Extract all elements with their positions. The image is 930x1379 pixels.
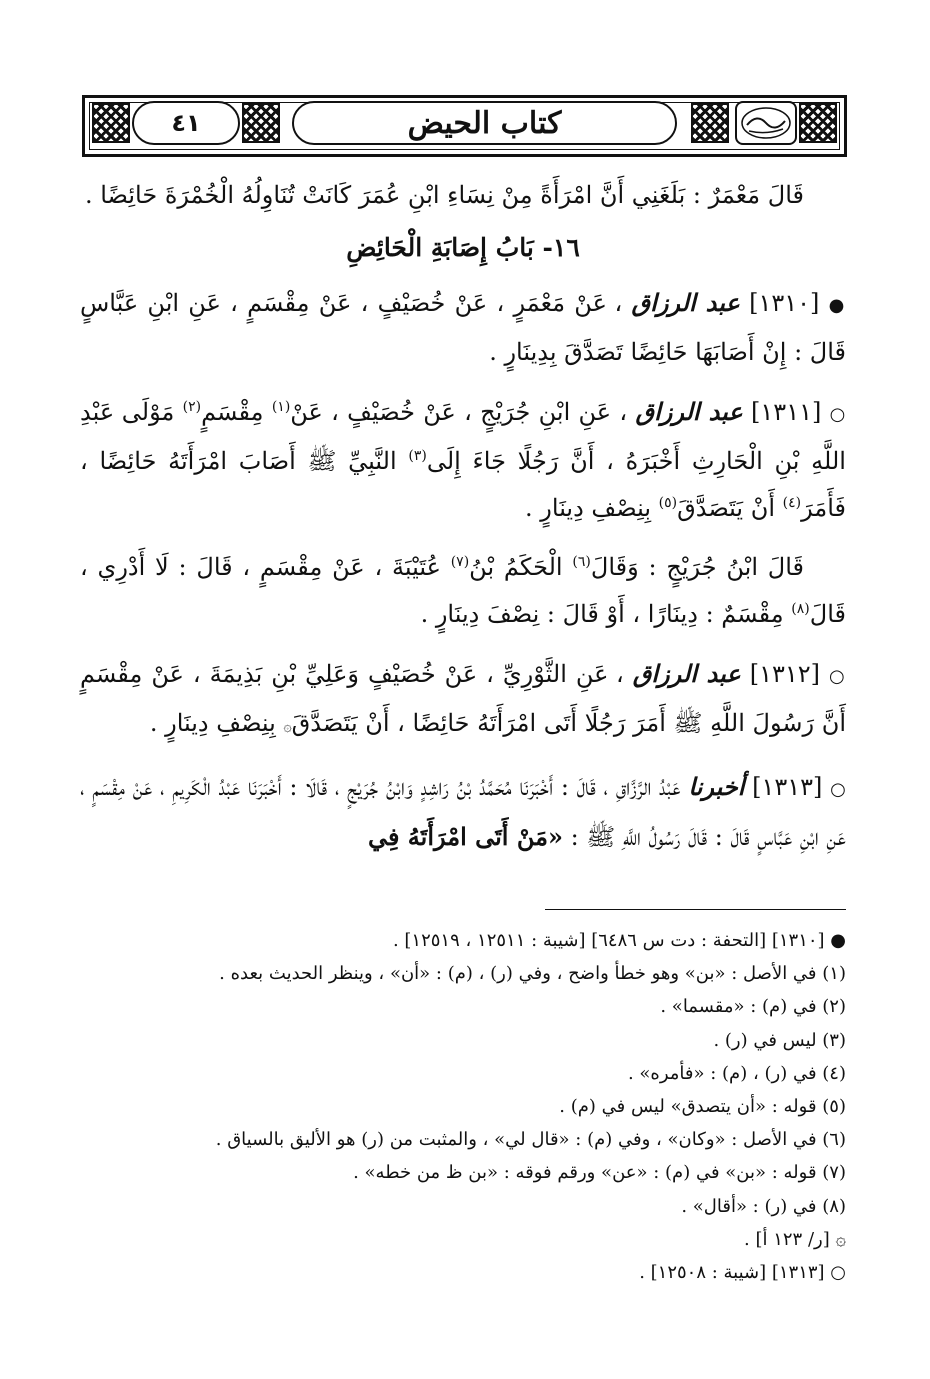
hadith-1312	[80, 650, 846, 751]
prophetic-saying: «مَنْ أَتَى امْرَأَتَهُ فِي	[367, 822, 563, 851]
hadith-text: ، عَنْ مَعْمَرٍ ، عَنْ خُصَيْفٍ ، عَنْ مِقْسَمٍ ، عَنِ ابْنِ عَبَّاسٍ قَالَ : إِنْ أَصَابَهَا حَائِضًا تَصَدَّقَ بِدِينَارٍ .	[80, 289, 846, 366]
hadith-1313	[80, 763, 846, 861]
page-number: ٤١	[132, 101, 240, 145]
footnote-1: (١) في الأصل : «بن» وهو خطأ واضح ، وفي (ر) ، (م) : «أن» ، وينظر الحديث بعده .	[219, 963, 846, 985]
page-header	[82, 95, 847, 157]
hadith-1311-continuation	[80, 544, 846, 638]
ornament-left-inner	[242, 103, 280, 143]
main-text	[80, 172, 846, 861]
entry-marker: ●	[828, 295, 846, 316]
hadith-number: [١٣١١]	[751, 398, 822, 426]
footnote-8: (٨) في (ر) : «أقال» .	[681, 1195, 846, 1217]
footnote-ref-8[interactable]: (٨)	[791, 601, 810, 617]
entry-marker: ○	[829, 404, 847, 425]
source-name: عبد الرزاق	[631, 288, 740, 317]
footnote-ref-6[interactable]: (٦)	[572, 554, 591, 570]
hadith-number: [١٣١٢]	[749, 660, 820, 688]
ornament-left-outer	[92, 103, 130, 143]
footnote-ref-4[interactable]: (٤)	[782, 495, 802, 511]
hadith-1311	[80, 388, 846, 532]
footnote-divider	[545, 909, 846, 910]
hadith-1310	[80, 279, 846, 376]
entry-marker: ○	[830, 779, 846, 800]
hadith-text: قَالَ ابْنُ جُرَيْجٍ : وَقَالَ	[590, 553, 804, 581]
hadith-text: مِقْسَمٍ	[201, 398, 264, 426]
footnote-7: (٧) قوله : «بن» في (م) : «عن» ورقم فوقه : «بن ظ من خطه» .	[353, 1162, 846, 1184]
chapter-heading: ١٦- بَابُ إِصَابَةِ الْحَائِضِ	[346, 233, 580, 262]
footnote-ref-3[interactable]: (٣)	[408, 448, 427, 464]
source-name: عبد الرزاق	[635, 397, 743, 426]
source-name: عبد الرزاق	[632, 659, 741, 688]
footnotes	[80, 924, 846, 1289]
intro-paragraph: قَالَ مَعْمَرٌ : بَلَغَنِي أَنَّ امْرَأَةً مِنْ نِسَاءِ ابْنِ عُمَرَ كَانَتْ تُنَاوِلُهُ الْخُمْرَةَ حَائِضًا .	[84, 181, 804, 209]
folio-star-icon: ۞	[283, 719, 292, 735]
publisher-logo-icon	[735, 101, 797, 145]
entry-marker: ○	[828, 666, 846, 687]
hadith-text: عَبْدُ الرَّزَّاقِ ، قَالَ : أَخْبَرَنَا مُحَمَّدُ بْنُ رَاشِدٍ وَابْنُ جُرَيْجٍ ، قَالَا : أَخْبَرَنَا عَبْدُ الْكَرِيمِ ، عَنْ مِقْسَمٍ ، عَنِ ابْنِ عَبَّاسٍ قَالَ : قَالَ رَسُولُ اللَّهِ ﷺ :	[80, 773, 846, 851]
book-title: كتاب الحيض	[292, 101, 677, 145]
footnote-source-1313: ○ [١٣١٣] [شيبة : ١٢٥٠٨] .	[639, 1262, 846, 1284]
footnote-2: (٢) في (م) : «مقسما» .	[660, 996, 846, 1018]
hadith-text: عُتَيْبَةَ ، عَنْ مِقْسَمٍ ، قَالَ : لَا أَدْرِي ، قَالَ	[80, 553, 846, 628]
hadith-text: النَّبِيِّ ﷺ أَصَابَ امْرَأَتَهُ حَائِضًا ، فَأَمَرَ	[80, 447, 846, 522]
hadith-number: [١٣١٠]	[749, 289, 820, 317]
hadith-number: [١٣١٣]	[752, 773, 823, 801]
footnote-folio: ۞ [ر/ ١٢٣ أ] .	[744, 1228, 846, 1250]
hadith-text: مِقْسَمٌ : دِينَارًا ، أَوْ قَالَ : نِصْفَ دِينَارٍ .	[420, 600, 784, 628]
footnote-6: (٦) في الأصل : «وكان» ، وفي (م) : «قال لي» ، والمثبت من (ر) هو الأليق بالسياق .	[215, 1129, 846, 1151]
footnote-3: (٣) ليس في (ر) .	[713, 1029, 846, 1051]
hadith-text: بِنِصْفِ دِينَارٍ .	[149, 709, 276, 737]
source-name: أخبرنا	[688, 772, 745, 801]
footnote-5: (٥) قوله : «أن يتصدق» ليس في (م) .	[559, 1096, 846, 1118]
hadith-text: ، عَنِ الثَّوْرِيِّ ، عَنْ خُصَيْفٍ وَعَلِيِّ بْنِ بَذِيمَةَ ، عَنْ مِقْسَمٍ أَنَّ رَسُولَ اللَّهِ ﷺ أَمَرَ رَجُلًا أَتَى امْرَأَتَهُ حَائِضًا ، أَنْ يَتَصَدَّقَ	[80, 660, 846, 737]
footnote-ref-7[interactable]: (٧)	[450, 554, 470, 570]
footnote-4: (٤) في (ر) ، (م) : «فأمره» .	[627, 1062, 846, 1084]
footnote-ref-2[interactable]: (٢)	[182, 399, 202, 415]
footnote-source-1310: ● [١٣١٠] [التحفة : دت س ٦٤٨٦] [شيبة : ١٢٥١١ ، ١٢٥١٩] .	[392, 930, 846, 951]
hadith-text: الْحَكَمُ بْنُ	[469, 553, 563, 581]
ornament-right-inner	[691, 103, 729, 143]
hadith-text: بِنِصْفِ دِينَارٍ .	[525, 494, 652, 522]
hadith-text: ، عَنِ ابْنِ جُرَيْجٍ ، عَنْ خُصَيْفٍ ، عَنْ	[290, 398, 628, 426]
footnote-ref-5[interactable]: (٥)	[658, 495, 678, 511]
ornament-right-outer	[799, 103, 837, 143]
hadith-text: مَوْلَى عَبْدِ اللَّهِ بْنِ الْحَارِثِ أَخْبَرَهُ ، أَنَّ رَجُلًا جَاءَ إِلَى	[80, 398, 846, 475]
hadith-text: أَنْ يَتَصَدَّقَ	[677, 494, 775, 522]
footnote-ref-1[interactable]: (١)	[271, 399, 291, 415]
